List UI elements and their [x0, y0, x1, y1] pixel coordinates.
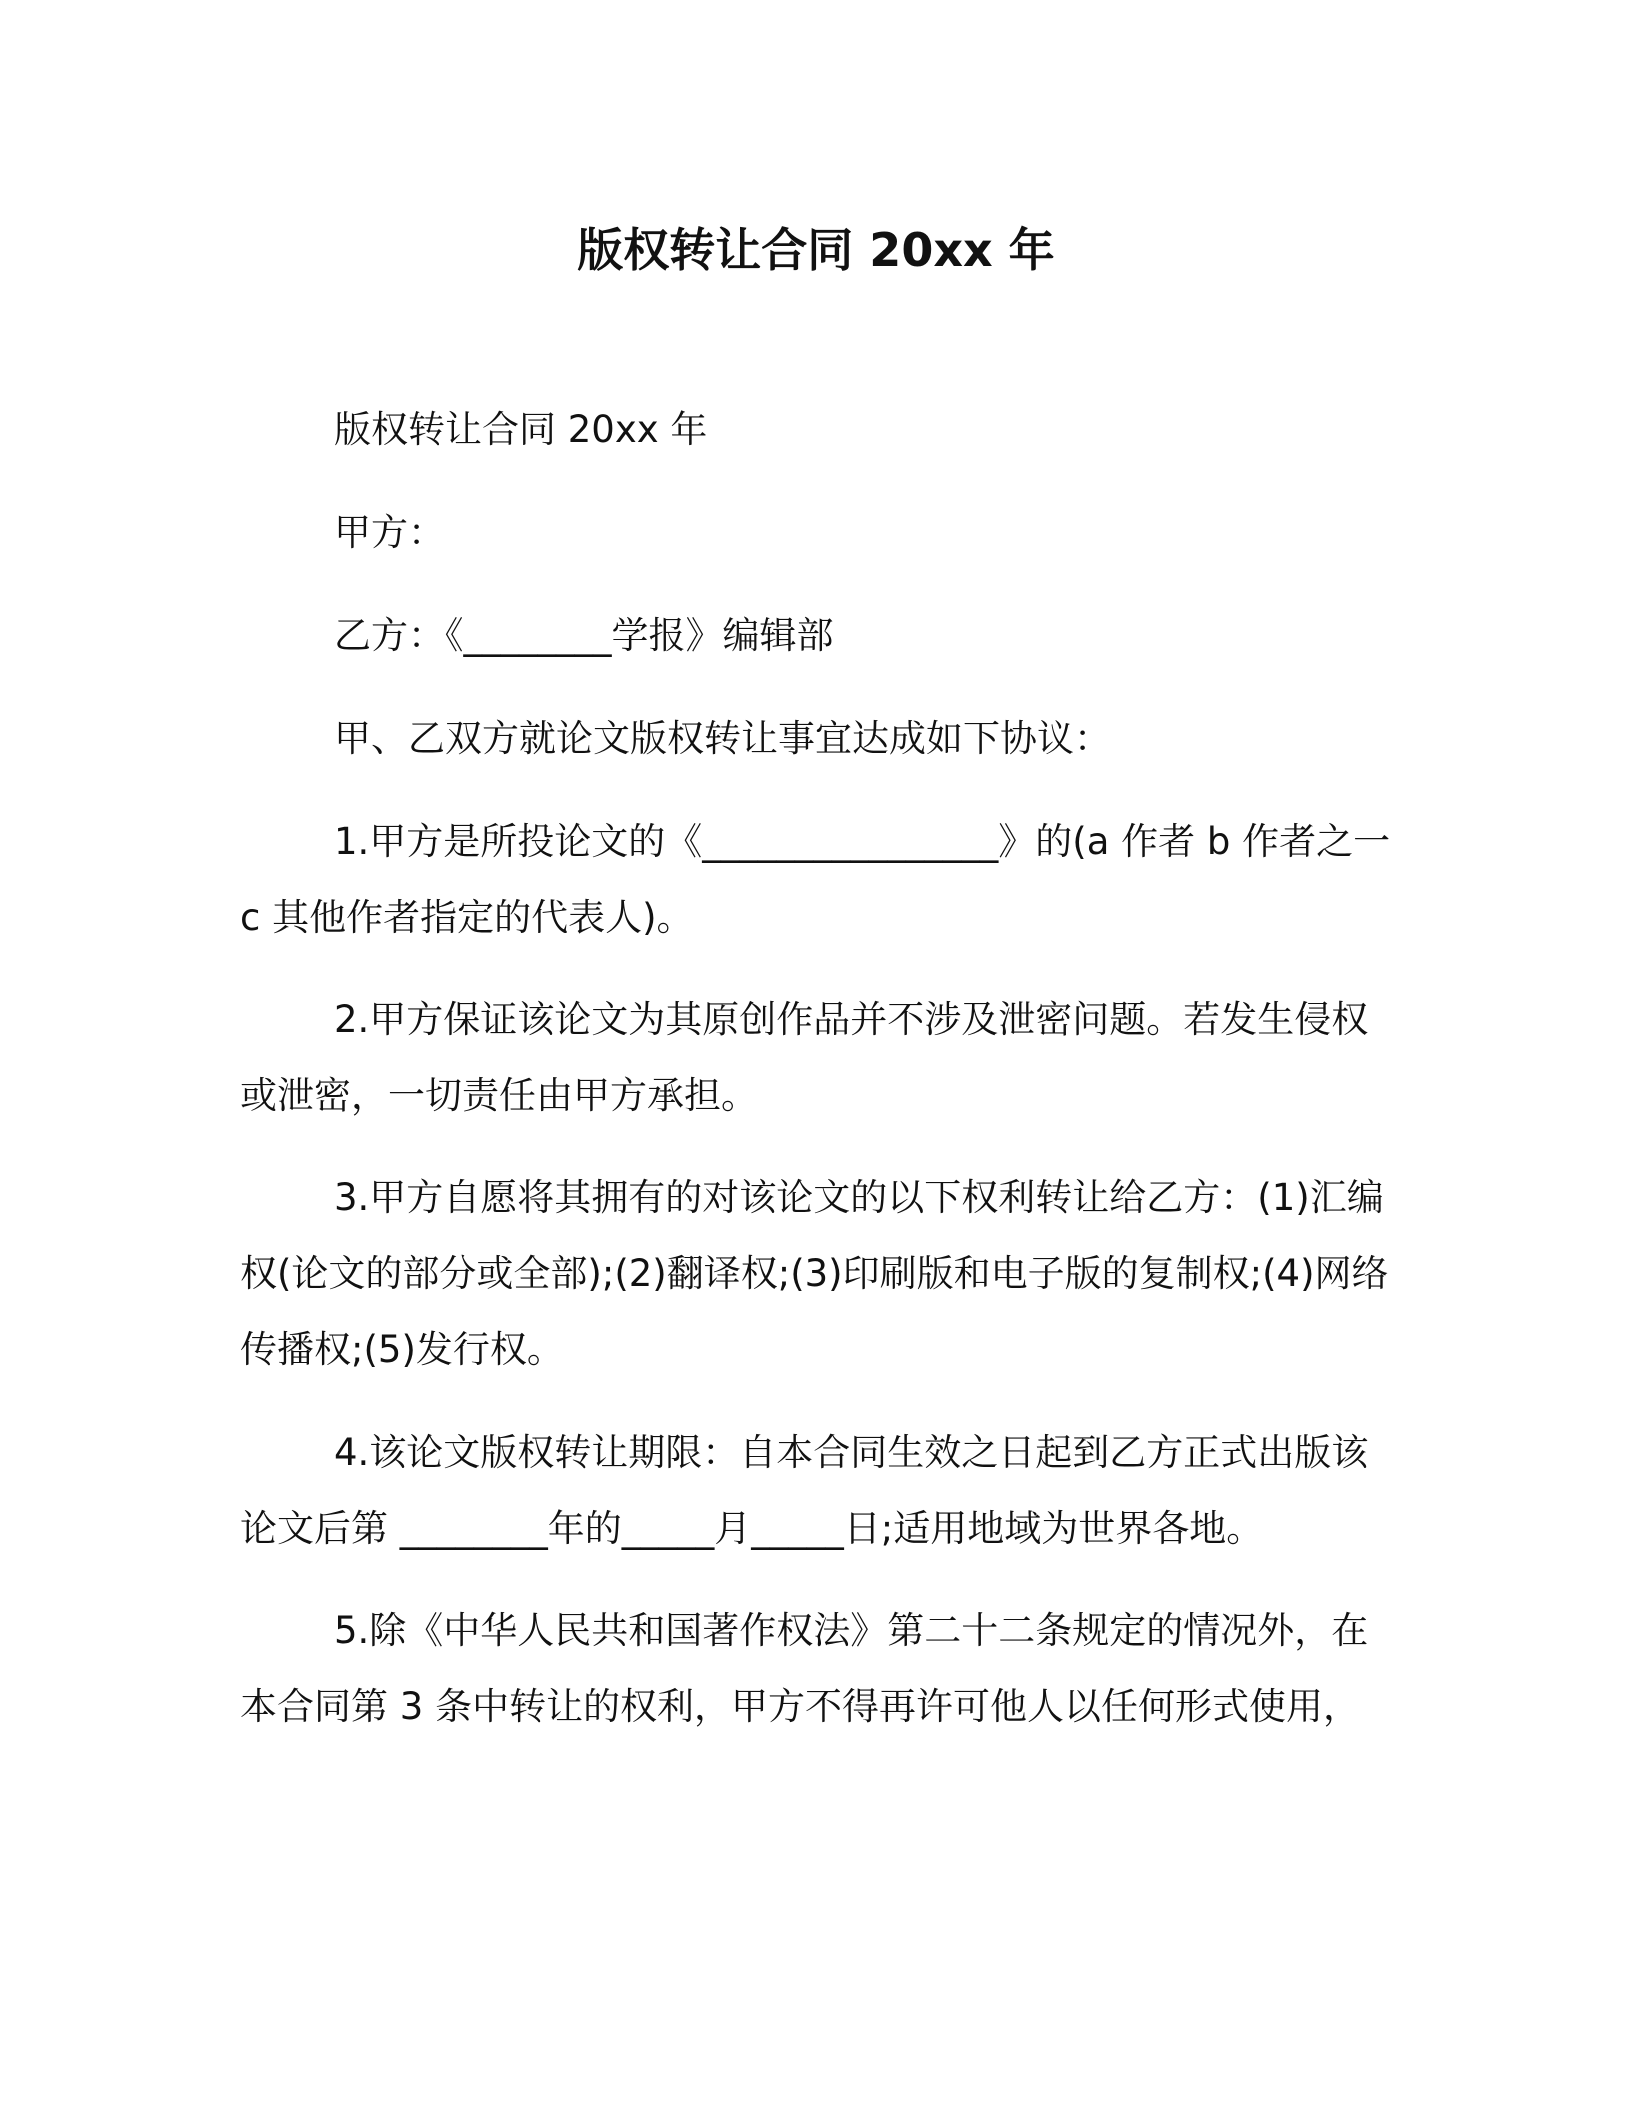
paragraph-clause-2: 2.甲方保证该论文为其原创作品并不涉及泄密问题。若发生侵权或泄密，一切责任由甲方承担。: [240, 998, 1369, 1117]
paragraph-agreement-intro: 甲、乙双方就论文版权转让事宜达成如下协议：: [334, 717, 1111, 760]
paragraph-subtitle: 版权转让合同 20xx 年: [334, 408, 708, 451]
paragraph-clause-4: 4.该论文版权转让期限：自本合同生效之日起到乙方正式出版该论文后第 ________年的_____月_____日;适用地域为世界各地。: [240, 1431, 1369, 1550]
paragraph-clause-3: 3.甲方自愿将其拥有的对该论文的以下权利转让给乙方：(1)汇编权(论文的部分或全部);(2)翻译权;(3)印刷版和电子版的复制权;(4)网络传播权;(5)发行权。: [240, 1176, 1389, 1371]
paragraph-clause-1: 1.甲方是所投论文的《________________》的(a 作者 b 作者之一 c 其他作者指定的代表人)。: [240, 820, 1391, 939]
paragraph-party-b: 乙方：《________学报》编辑部: [334, 614, 834, 657]
paragraph-party-a: 甲方：: [334, 511, 445, 554]
paragraph-clause-5: 5.除《中华人民共和国著作权法》第二十二条规定的情况外，在本合同第 3 条中转让的权利，甲方不得再许可他人以任何形式使用，: [240, 1609, 1369, 1728]
document-title: 版权转让合同 20xx 年: [577, 223, 1055, 277]
